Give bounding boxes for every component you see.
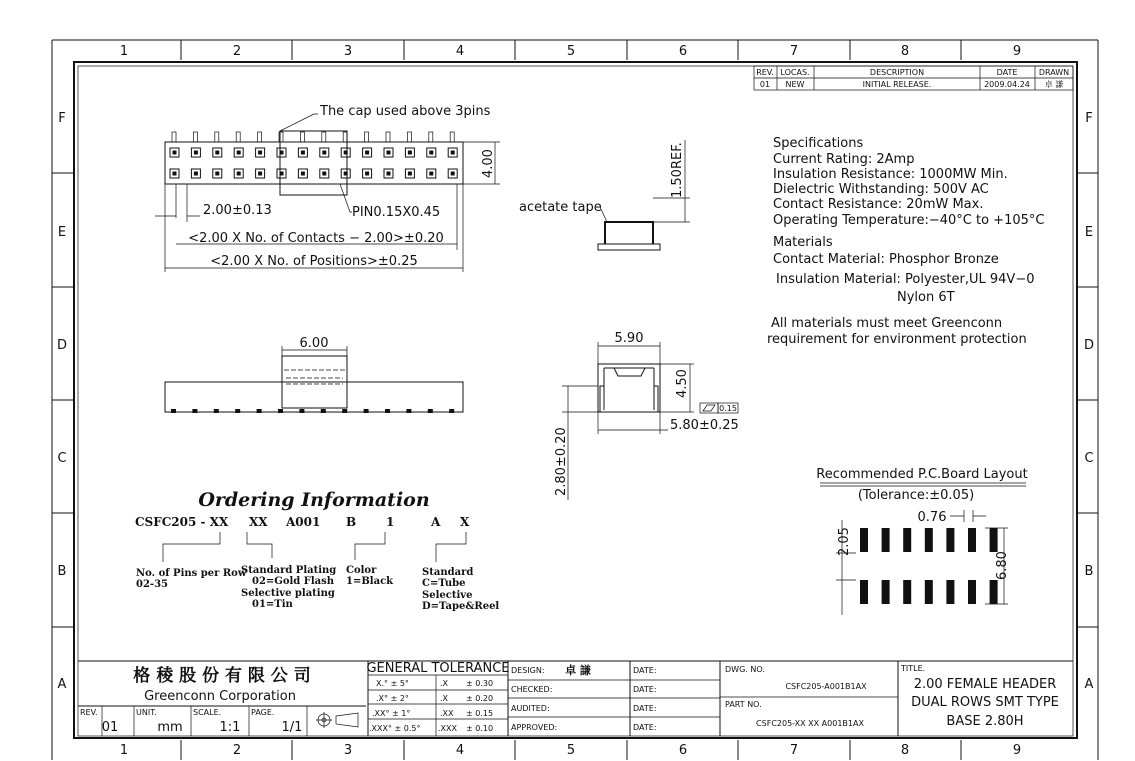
grid-row-d: D (56, 338, 68, 353)
pack-3: Selective (422, 590, 473, 601)
smt-leg (406, 409, 411, 413)
color-1: Color (346, 565, 377, 576)
projection-symbol (316, 712, 358, 728)
smt-leg (428, 409, 433, 413)
contacts-dim: <2.00 X No. of Contacts − 2.00>±0.20 (188, 231, 444, 246)
plating-4: 01=Tin (252, 599, 293, 610)
contact-dot (237, 172, 241, 176)
contact-dot (237, 151, 241, 155)
smt-leg (299, 409, 304, 413)
plating-2: 02=Gold Flash (252, 576, 335, 587)
grid-col-3-bottom: 3 (343, 743, 353, 758)
locas-header: LOCAS. (780, 68, 810, 77)
pin-note: PIN0.15X0.45 (352, 205, 441, 220)
company-cn: 格 稜 股 份 有 限 公 司 (133, 666, 311, 686)
code-pack: X (460, 515, 470, 529)
smt-leg (214, 409, 219, 413)
tol-angle-4: .XXX° ± 0.5° (369, 724, 421, 733)
grid-row-f-right: F (1085, 111, 1093, 126)
pcb-pitch-dim: 2.05 (837, 527, 852, 556)
tol-angle-3: .XX° ± 1° (372, 709, 411, 718)
date-header: DATE (996, 68, 1018, 77)
contact-dot (365, 172, 369, 176)
dwg-number: CSFC205-A001B1AX (785, 682, 867, 691)
contact-dot (194, 151, 198, 155)
pin-tip (429, 132, 433, 142)
tol-angle-2: .X° ± 2° (376, 694, 409, 703)
flatness-dim: 0.15 (719, 404, 737, 413)
pack-4: D=Tape&Reel (422, 601, 500, 612)
contact-dot (365, 151, 369, 155)
pin-tip (300, 132, 304, 142)
spec-line-5: Operating Temperature:−40°C to +105°C (773, 213, 1045, 228)
contact-dot (173, 172, 177, 176)
company-en: Greenconn Corporation (144, 689, 296, 704)
spec-line-1: Current Rating: 2Amp (773, 152, 915, 167)
end-width-bottom: 5.80±0.25 (670, 418, 739, 433)
grid-col-1-bottom: 1 (119, 743, 129, 758)
rev-value: 01 (759, 80, 771, 89)
grid-col-3: 3 (343, 44, 353, 59)
cap-width-dim: 6.00 (299, 336, 329, 351)
side-view (165, 336, 463, 413)
smt-leg (257, 409, 262, 413)
pack-2: C=Tube (422, 578, 466, 589)
smt-leg (192, 409, 197, 413)
scale-label: SCALE. (193, 708, 222, 717)
grid-row-b-right: B (1084, 564, 1094, 579)
pcb-pad (860, 580, 868, 604)
design-label: DESIGN: (511, 666, 545, 675)
contact-material: Contact Material: Phosphor Bronze (773, 252, 999, 267)
code-a: A (431, 515, 441, 529)
grid-col-4-bottom: 4 (455, 743, 465, 758)
code-prefix: CSFC205 - XX (135, 515, 229, 529)
contact-dot (429, 151, 433, 155)
code-plating: XX (249, 515, 268, 529)
date-label-4: DATE: (633, 723, 657, 732)
height-dim: 4.00 (481, 149, 496, 178)
drawn-header: DRAWN (1038, 68, 1070, 77)
end-total-height: 2.80±0.20 (554, 427, 569, 496)
tol-val-1: ± 0.30 (466, 679, 494, 688)
smt-leg (449, 409, 454, 413)
pad-width-dim: 0.76 (917, 510, 947, 525)
grid-right (1077, 111, 1098, 692)
materials-title: Materials (773, 235, 833, 250)
grid-col-7: 7 (789, 44, 799, 59)
pin-tip (322, 132, 326, 142)
contact-dot (258, 151, 262, 155)
pcb-pad (946, 580, 954, 604)
smt-leg (235, 409, 240, 413)
grid-col-2: 2 (232, 44, 242, 59)
cap-note: The cap used above 3pins (320, 104, 491, 119)
title-line-2: DUAL ROWS SMT TYPE (911, 695, 1059, 710)
grid-col-5-bottom: 5 (566, 743, 576, 758)
contact-dot (301, 151, 305, 155)
code-b: B (346, 515, 357, 529)
pins-range: 02-35 (136, 579, 168, 590)
grid-col-9-bottom: 9 (1012, 743, 1022, 758)
contact-dot (258, 172, 262, 176)
grid-row-e-right: E (1084, 225, 1094, 240)
checked-label: CHECKED: (511, 685, 553, 694)
grid-col-7-bottom: 7 (789, 743, 799, 758)
title-line-3: BASE 2.80H (946, 714, 1024, 729)
tol-angle-1: X.° ± 5° (376, 679, 409, 688)
grid-col-8-bottom: 8 (900, 743, 910, 758)
contact-dot (387, 151, 391, 155)
title-label: TITLE. (901, 664, 926, 673)
grid-col-9: 9 (1012, 44, 1022, 59)
pcb-layout (816, 467, 1027, 615)
plating-3: Selective plating (241, 588, 335, 599)
tol-dec-1: .X (440, 679, 449, 688)
end-height: 4.50 (675, 369, 690, 398)
pcb-pad (903, 528, 911, 552)
pcb-pad (903, 580, 911, 604)
tape-label: acetate tape (519, 200, 602, 215)
contact-dot (322, 172, 326, 176)
rev-number: 01 (101, 720, 119, 735)
color-2: 1=Black (346, 576, 394, 587)
dwg-label: DWG. NO. (725, 665, 765, 674)
pack-1: Standard (422, 567, 474, 578)
grid-col-1: 1 (119, 44, 129, 59)
pin-tip (258, 132, 262, 142)
pin-tip (236, 132, 240, 142)
pcb-tolerance: (Tolerance:±0.05) (857, 488, 975, 503)
rev-label: REV. (80, 708, 98, 717)
pitch-dim: 2.00±0.13 (203, 203, 272, 218)
tol-dec-3: .XX (440, 709, 454, 718)
rev-header: REV. (756, 68, 774, 77)
contact-dot (215, 172, 219, 176)
code-a001: A001 (286, 515, 321, 529)
smt-leg (278, 409, 283, 413)
contact-dot (215, 151, 219, 155)
pcb-pad (925, 580, 933, 604)
end-width-top: 5.90 (614, 331, 644, 346)
sheet-frame (52, 40, 1098, 760)
locas-value: NEW (785, 80, 805, 89)
contact-dot (194, 172, 198, 176)
pin-tip (407, 132, 411, 142)
contact-dot (408, 172, 412, 176)
date-label-2: DATE: (633, 685, 657, 694)
tol-dec-2: .X (440, 694, 449, 703)
contact-dot (408, 151, 412, 155)
contact-dot (451, 172, 455, 176)
grid-col-2-bottom: 2 (232, 743, 242, 758)
grid-col-6: 6 (678, 44, 688, 59)
revision-table (754, 66, 1073, 90)
tolerance-title: GENERAL TOLERANCE (366, 661, 510, 676)
title-block (78, 661, 1073, 736)
plating-1: Standard Plating (241, 565, 337, 576)
date-value: 2009.04.24 (984, 80, 1030, 89)
insulation-material-2: Nylon 6T (897, 290, 955, 305)
audited-label: AUDITED: (511, 704, 550, 713)
pin-tip (172, 132, 176, 142)
page-value: 1/1 (281, 720, 303, 735)
grid-row-a: A (57, 677, 67, 692)
pin-tip (365, 132, 369, 142)
approved-label: APPROVED: (511, 723, 558, 732)
tol-val-2: ± 0.20 (466, 694, 494, 703)
grid-col-8: 8 (900, 44, 910, 59)
smt-leg (364, 409, 369, 413)
grid-top (120, 40, 1021, 60)
contact-dot (387, 172, 391, 176)
description-value: INITIAL RELEASE. (862, 80, 932, 89)
grid-row-c-right: C (1084, 451, 1094, 466)
pcb-pad (990, 580, 998, 604)
contact-dot (429, 172, 433, 176)
scale-value: 1:1 (219, 720, 241, 735)
description-header: DESCRIPTION (869, 68, 925, 77)
grid-row-d-right: D (1083, 338, 1095, 353)
ordering-information (135, 489, 499, 612)
positions-dim: <2.00 X No. of Positions>±0.25 (210, 254, 418, 269)
spec-line-3: Dielectric Withstanding: 500V AC (773, 182, 989, 197)
contact-dot (173, 151, 177, 155)
pcb-span-dim: 6.80 (995, 551, 1010, 580)
end-view (554, 331, 739, 500)
part-number: CSFC205-XX XX A001B1AX (756, 719, 864, 728)
materials-note-2: requirement for environment protection (767, 332, 1027, 347)
tol-dec-4: .XXX (438, 724, 457, 733)
pcb-pad (946, 528, 954, 552)
tape-view (519, 140, 690, 250)
pcb-pad (925, 528, 933, 552)
smt-leg (171, 409, 176, 413)
pcb-pad-grid (860, 528, 998, 604)
unit-value: mm (157, 720, 183, 735)
grid-row-a-right: A (1084, 677, 1094, 692)
pcb-pad (968, 528, 976, 552)
pcb-pad (882, 528, 890, 552)
grid-left (52, 111, 74, 692)
grid-row-f: F (58, 111, 66, 126)
top-view-pin-grid (170, 132, 457, 178)
pins-label: No. of Pins per Row (136, 568, 247, 579)
contact-dot (301, 172, 305, 176)
pcb-pad (882, 580, 890, 604)
insulation-material: Insulation Material: Polyester,UL 94V−0 (776, 272, 1035, 287)
specifications (767, 136, 1044, 347)
tol-val-4: ± 0.10 (466, 724, 494, 733)
grid-row-e: E (57, 225, 67, 240)
contact-dot (451, 151, 455, 155)
pin-tip (386, 132, 390, 142)
design-name: 卓 謙 (565, 664, 591, 677)
title-line-1: 2.00 FEMALE HEADER (913, 677, 1057, 692)
smt-leg (321, 409, 326, 413)
date-label-1: DATE: (633, 666, 657, 675)
pin-tip (193, 132, 197, 142)
grid-col-6-bottom: 6 (678, 743, 688, 758)
spec-line-4: Contact Resistance: 20mW Max. (773, 197, 984, 212)
page-label: PAGE. (251, 708, 275, 717)
code-color: 1 (386, 515, 395, 529)
pcb-pad (968, 580, 976, 604)
ref-dim: 1.50REF. (670, 142, 685, 198)
top-view (155, 104, 500, 272)
part-label: PART NO. (725, 700, 762, 709)
grid-bottom (120, 740, 1021, 760)
grid-col-5: 5 (566, 44, 576, 59)
materials-note-1: All materials must meet Greenconn (771, 316, 1003, 331)
tol-val-3: ± 0.15 (466, 709, 494, 718)
pcb-pad (990, 528, 998, 552)
drawn-value: 卓 謙 (1044, 80, 1064, 89)
contact-dot (322, 151, 326, 155)
pin-tip (450, 132, 454, 142)
grid-col-4: 4 (455, 44, 465, 59)
ordering-title: Ordering Information (198, 489, 430, 511)
unit-label: UNIT. (136, 708, 157, 717)
date-label-3: DATE: (633, 704, 657, 713)
smt-leg (385, 409, 390, 413)
pcb-pad (860, 528, 868, 552)
grid-row-b: B (57, 564, 67, 579)
smt-leg (342, 409, 347, 413)
grid-row-c: C (57, 451, 67, 466)
pin-tip (215, 132, 219, 142)
spec-title: Specifications (773, 136, 864, 151)
pcb-title: Recommended P.C.Board Layout (816, 467, 1028, 482)
spec-line-2: Insulation Resistance: 1000MW Min. (773, 167, 1008, 182)
cap-outline (280, 131, 347, 195)
